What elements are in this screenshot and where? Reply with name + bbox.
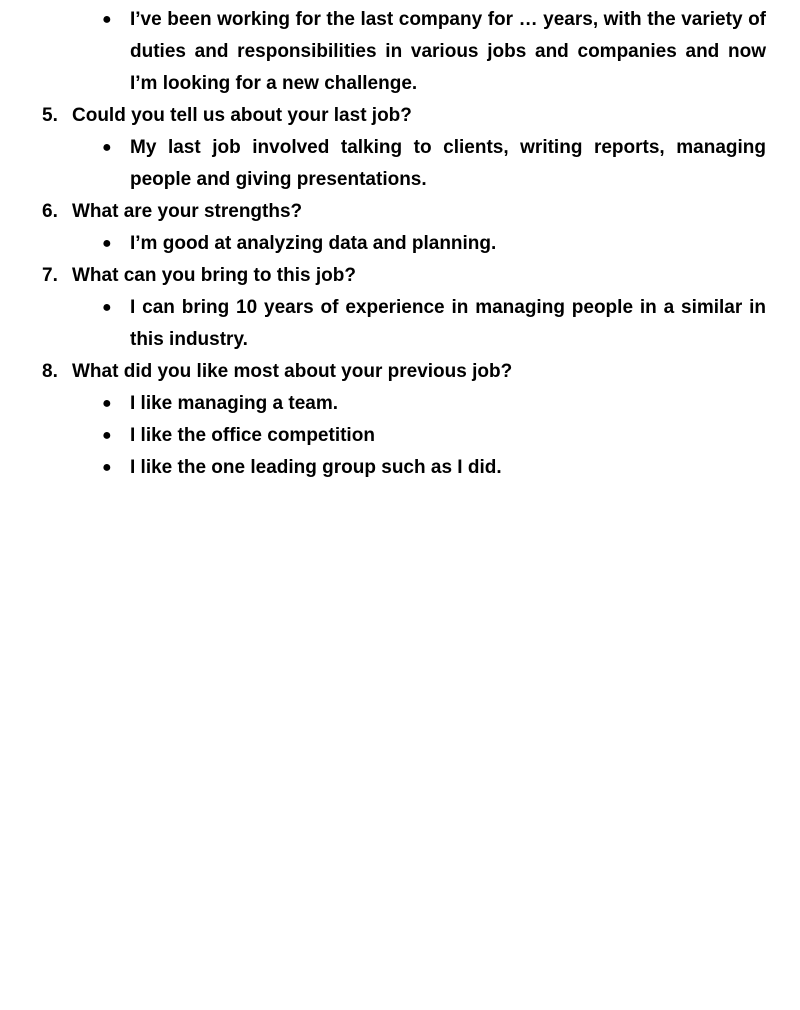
answer-item [42, 132, 766, 196]
question-text: Could you tell us about your last job? [72, 105, 412, 126]
bullet-icon: ● [102, 299, 112, 316]
answer-list-5 [42, 132, 766, 196]
question-number: 6. [42, 201, 58, 222]
answer-text: I can bring 10 years of experience in managing people in a similar in this industry. [130, 297, 766, 350]
answer-list-7 [42, 292, 766, 356]
answer-item [42, 228, 766, 260]
question-8 [42, 356, 766, 388]
bullet-icon: ● [102, 139, 112, 156]
question-number: 8. [42, 361, 58, 382]
answer-item [42, 4, 766, 100]
intro-answer-list [42, 4, 766, 100]
bullet-icon: ● [102, 427, 112, 444]
question-text: What are your strengths? [72, 201, 303, 222]
answer-item [42, 292, 766, 356]
question-text: What can you bring to this job? [72, 265, 356, 286]
answer-list-8 [42, 388, 766, 484]
answer-item [42, 388, 766, 420]
answer-text: I’m good at analyzing data and planning. [130, 233, 497, 254]
bullet-icon: ● [102, 395, 112, 412]
bullet-icon: ● [102, 11, 112, 28]
answer-text: I like managing a team. [130, 393, 339, 414]
answer-text: I’ve been working for the last company for … years, with the variety of duties and responsibilities in various jobs and companies and now I’m looking for a new challenge. [130, 9, 766, 94]
question-number: 7. [42, 265, 58, 286]
answer-item [42, 452, 766, 484]
interview-qa-list [42, 4, 766, 484]
question-7 [42, 260, 766, 292]
question-6 [42, 196, 766, 228]
answer-text: My last job involved talking to clients, writing reports, managing people and giving presentations. [130, 137, 766, 190]
bullet-icon: ● [102, 235, 112, 252]
question-text: What did you like most about your previous job? [72, 361, 513, 382]
answer-list-6 [42, 228, 766, 260]
question-5 [42, 100, 766, 132]
question-number: 5. [42, 105, 58, 126]
answer-text: I like the office competition [130, 425, 375, 446]
answer-item [42, 420, 766, 452]
answer-text: I like the one leading group such as I did. [130, 457, 502, 478]
bullet-icon: ● [102, 459, 112, 476]
